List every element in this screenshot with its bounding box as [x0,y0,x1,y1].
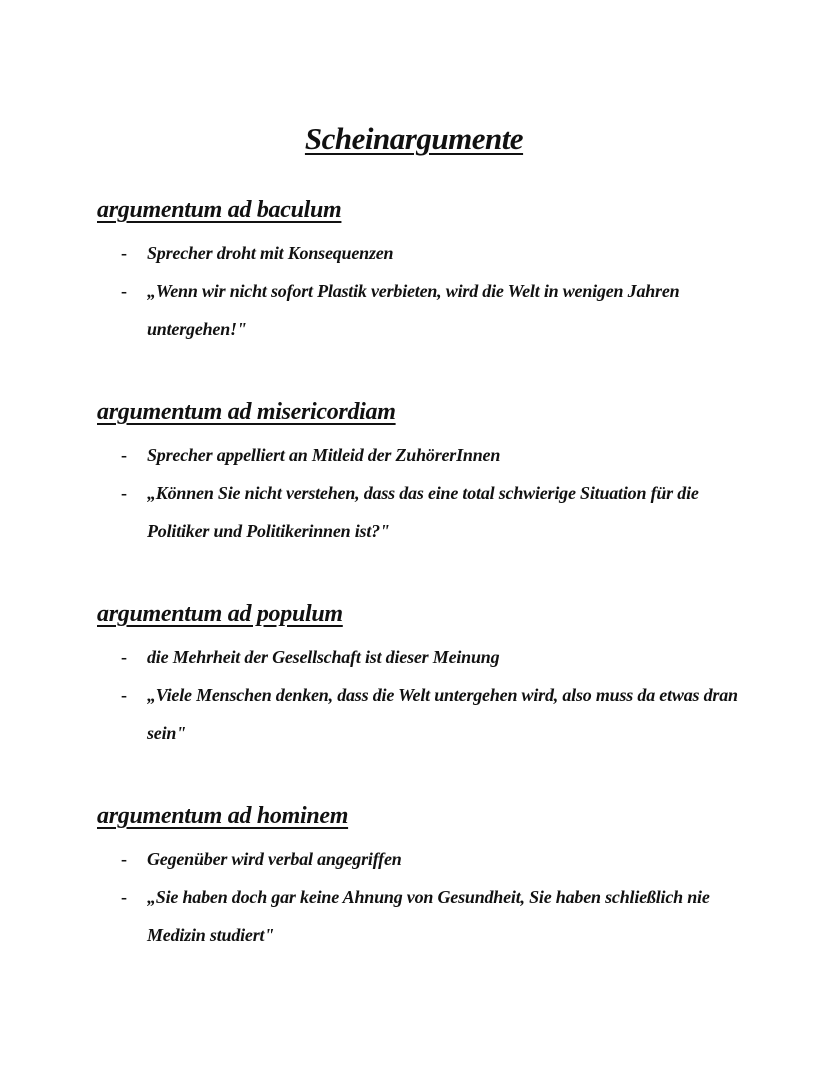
bullet-dash: - [121,849,127,869]
list-item [97,840,757,878]
bullet-dash: - [121,281,127,301]
bullet-list [97,840,757,954]
section-argumentum-ad-baculum [97,194,757,348]
bullet-dash: - [121,647,127,667]
list-item [97,878,757,954]
section-argumentum-ad-populum [97,598,757,752]
list-item [97,234,757,272]
list-item-text: die Mehrheit der Gesellschaft ist dieser Meinung [147,647,500,667]
bullet-dash: - [121,887,127,907]
list-item [97,676,757,752]
section-heading [97,800,757,832]
section-argumentum-ad-hominem [97,800,757,954]
bullet-list [97,234,757,348]
list-item-text: „Können Sie nicht verstehen, dass das eine total schwierige Situation für die Politiker und Politikerinnen ist?" [147,483,699,541]
list-item-text: „Wenn wir nicht sofort Plastik verbieten, wird die Welt in wenigen Jahren untergehen!" [147,281,680,339]
list-item-text: Sprecher droht mit Konsequenzen [147,243,394,263]
section-heading [97,396,757,428]
section-heading-text: argumentum ad misericordiam [97,399,396,425]
bullet-dash: - [121,445,127,465]
list-item [97,638,757,676]
section-heading [97,598,757,630]
bullet-list [97,638,757,752]
list-item [97,474,757,550]
bullet-dash: - [121,685,127,705]
section-heading-text: argumentum ad baculum [97,197,342,223]
section-argumentum-ad-misericordiam [97,396,757,550]
list-item-text: Gegenüber wird verbal angegriffen [147,849,402,869]
list-item-text: Sprecher appelliert an Mitleid der ZuhörerInnen [147,445,501,465]
document-title-text: Scheinargumente [304,120,524,156]
document-title [0,119,828,159]
section-heading-text: argumentum ad populum [97,601,343,627]
list-item [97,436,757,474]
bullet-dash: - [121,243,127,263]
list-item-text: „Viele Menschen denken, dass die Welt untergehen wird, also muss da etwas dran sein" [147,685,738,743]
bullet-dash: - [121,483,127,503]
bullet-list [97,436,757,550]
list-item-text: „Sie haben doch gar keine Ahnung von Gesundheit, Sie haben schließlich nie Medizin studiert" [147,887,710,945]
list-item [97,272,757,348]
section-heading-text: argumentum ad hominem [97,803,349,829]
section-heading [97,194,757,226]
